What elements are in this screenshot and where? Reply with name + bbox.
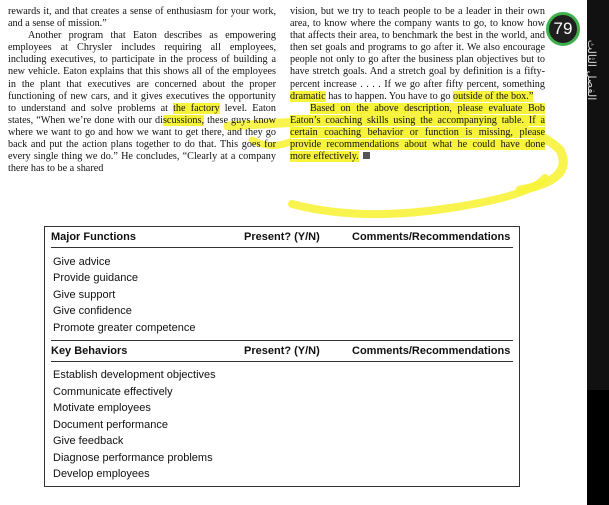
left-p2-highlight-2: scussions,	[162, 114, 205, 126]
behavior-item: Diagnose performance problems	[53, 452, 213, 464]
page-number-badge: 79	[546, 12, 580, 46]
chapter-side-tab: الفصل الثالث	[585, 39, 598, 101]
function-item: Give support	[53, 289, 116, 301]
behavior-item: Document performance	[53, 419, 168, 431]
header-comments-2: Comments/Recommendations	[352, 345, 511, 357]
behavior-item: Establish development objectives	[53, 369, 216, 381]
left-p2-text-a: Another program that Eaton describes as empowering employees at Chrysler includes requiring all employees, including executives, to participate in the process of building a new vehicle. Eaton explains that this shows all of the employees in the plant that executives are concerned about the proper functioning of new cars, and it gives executives the opportunity to understand and solve problems at	[8, 30, 276, 114]
behavior-item: Communicate effectively	[53, 386, 173, 398]
coaching-evaluation-table	[44, 226, 520, 487]
function-item: Provide guidance	[53, 272, 139, 284]
highlighter-stroke-bottom	[292, 178, 545, 214]
right-paragraph-1	[290, 6, 545, 103]
function-item: Give advice	[53, 256, 111, 268]
right-p1-highlight-2: outside of the box.”	[452, 90, 534, 102]
left-p2-text-b: level. Eaton states, “When we’re done with our di	[8, 102, 276, 126]
header-present-2: Present? (Y/N)	[244, 345, 320, 357]
function-item: Give confidence	[53, 305, 132, 317]
right-p1-highlight-1: dramatic	[290, 90, 326, 102]
behavior-item: Develop employees	[53, 468, 150, 480]
behavior-item: Motivate employees	[53, 402, 151, 414]
header-key-behaviors: Key Behaviors	[51, 345, 128, 357]
major-functions-header-row	[51, 227, 513, 248]
right-p1-text-a: vision, but we try to teach people to be a leader in their own area, to know where the company wants to go, to know how that affects their area, to benchmark the best in the world, and then set goals and programs to go after it. We also encourage people not only to go after the business plan objectives but to have stretch goals. And a stretch goal by definition is a fifty-percent increase . . . . If we go after fifty percent, something	[290, 6, 545, 90]
left-paragraph-1: rewards it, and that creates a sense of enthusiasm for your work, and a sense of mission.”	[8, 6, 276, 30]
page-edge-strip-lower	[587, 390, 609, 505]
right-p1-text-b: has to happen. You have to go	[325, 90, 453, 102]
right-text-column	[290, 6, 545, 163]
left-paragraph-2	[8, 30, 276, 175]
end-mark-icon	[363, 152, 370, 159]
left-p2-highlight-1: the factory	[173, 102, 220, 114]
header-comments-1: Comments/Recommendations	[352, 231, 511, 243]
left-p2-text-c: these guys know where we want to go and how we want to get there, and they go back and put the action plans together to do that. This goes for every single thing we do.” He concludes, “Clearly at a company there has to be a shared	[8, 114, 276, 175]
instruction-highlight: Based on the above description, please evaluate Bob Eaton’s coaching skills using the accompanying table. If a certain coaching behavior or function is missing, please provide recommendations about what he could have done more effectively.	[290, 102, 545, 163]
function-item: Promote greater competence	[53, 322, 196, 334]
right-paragraph-2	[290, 103, 545, 163]
header-major-functions: Major Functions	[51, 231, 136, 243]
left-text-column	[8, 6, 276, 175]
behavior-item: Give feedback	[53, 435, 124, 447]
header-present-1: Present? (Y/N)	[244, 231, 320, 243]
key-behaviors-header-row	[51, 341, 513, 362]
